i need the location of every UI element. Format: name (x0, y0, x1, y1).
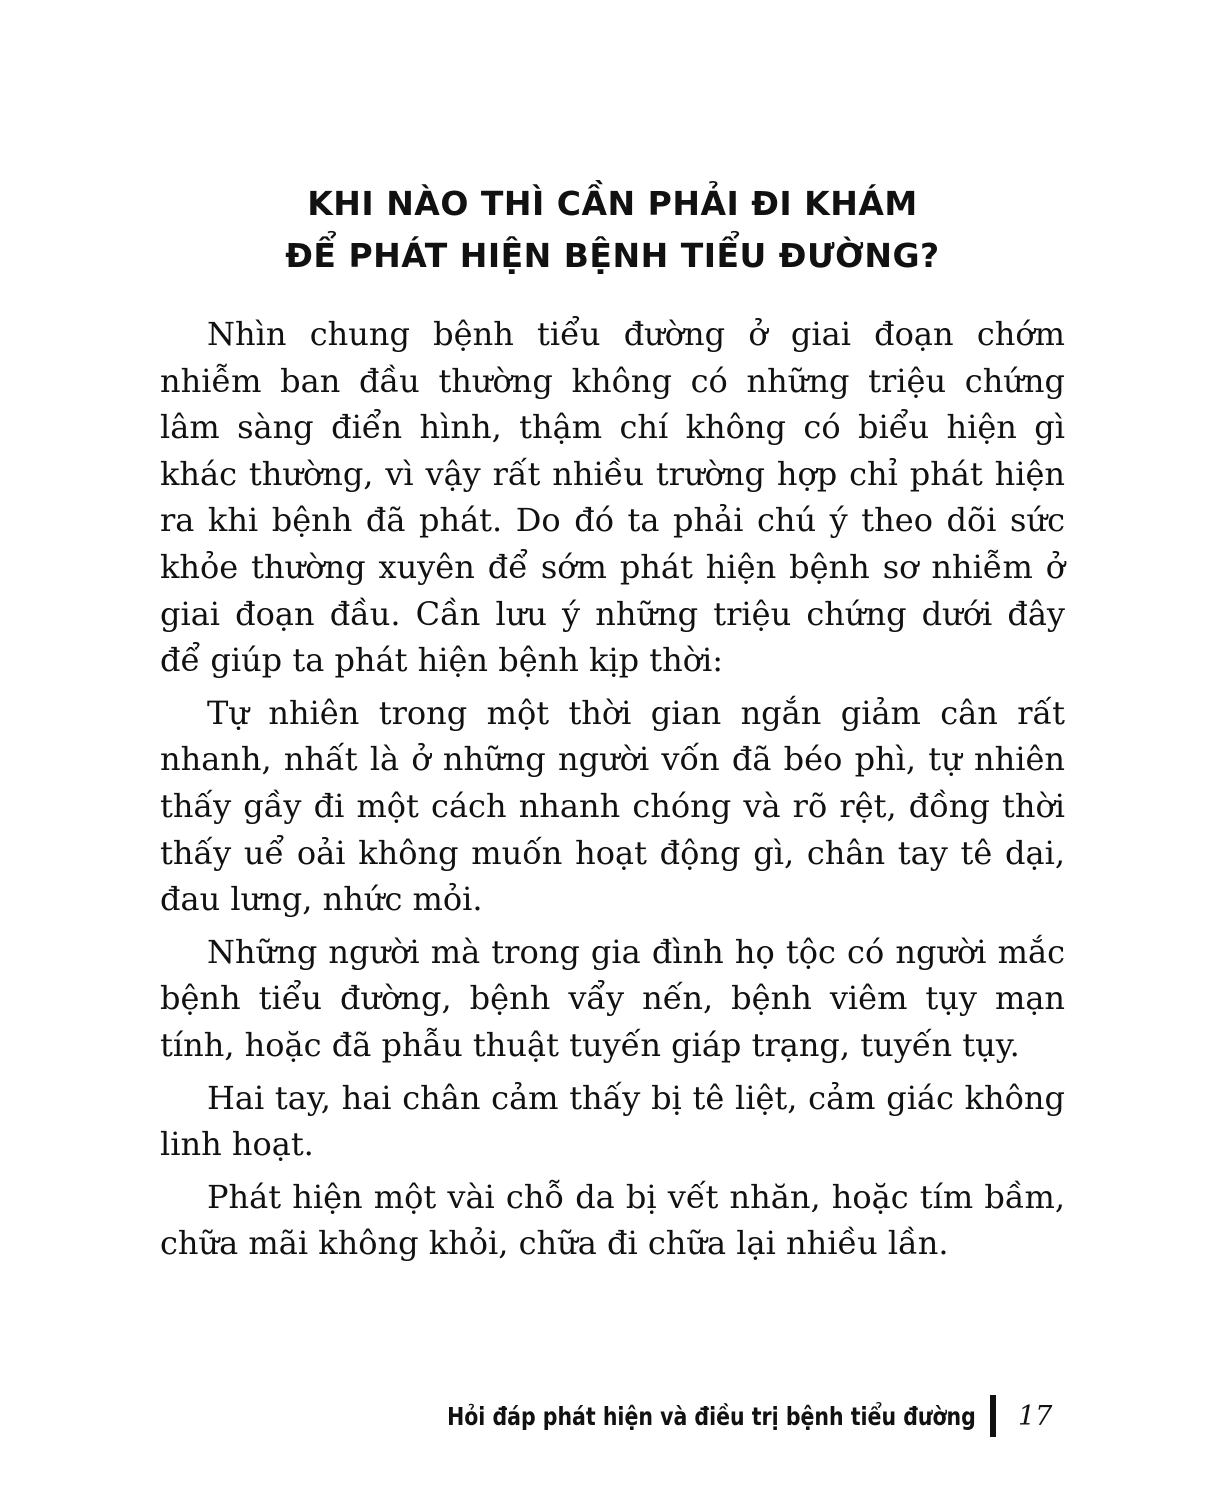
footer-divider (990, 1395, 996, 1437)
heading-line-2: ĐỂ PHÁT HIỆN BỆNH TIỂU ĐƯỜNG? (285, 236, 940, 275)
paragraph-skin: Phát hiện một vài chỗ da bị vết nhăn, hoặc tím bầm, chữa mãi không khỏi, chữa đi chữa lại nhiều lần. (160, 1177, 1065, 1263)
heading-line-1: KHI NÀO THÌ CẦN PHẢI ĐI KHÁM (307, 184, 918, 223)
paragraph-numbness: Hai tay, hai chân cảm thấy bị tê liệt, cảm giác không linh hoạt. (160, 1078, 1065, 1164)
paragraph-family-history: Những người mà trong gia đình họ tộc có người mắc bệnh tiểu đường, bệnh vẩy nến, bệnh viêm tụy mạn tính, hoặc đã phẫu thuật tuyến giáp trạng, tuyến tụy. (160, 932, 1065, 1064)
paragraph-weight-loss: Tự nhiên trong một thời gian ngắn giảm cân rất nhanh, nhất là ở những người vốn đã béo phì, tự nhiên thấy gầy đi một cách nhanh chóng và rõ rệt, đồng thời thấy uể oải không muốn hoạt động gì, chân tay tê dại, đau lưng, nhức mỏi. (160, 693, 1065, 919)
page-number: 17 (1018, 1400, 1053, 1432)
page-footer (331, 1394, 1070, 1438)
chapter-heading (160, 178, 1065, 282)
body-text (160, 311, 1065, 1273)
paragraph-intro: Nhìn chung bệnh tiểu đường ở giai đoạn chớm nhiễm ban đầu thường không có những triệu chứng lâm sàng điển hình, thậm chí không có biểu hiện gì khác thường, vì vậy rất nhiều trường hợp chỉ phát hiện ra khi bệnh đã phát. Do đó ta phải chú ý theo dõi sức khỏe thường xuyên để sớm phát hiện bệnh sơ nhiễm ở giai đoạn đầu. Cần lưu ý những triệu chứng dưới đây để giúp ta phát hiện bệnh kịp thời: (160, 315, 1065, 680)
running-title: Hỏi đáp phát hiện và điều trị bệnh tiểu đường (447, 1401, 976, 1431)
